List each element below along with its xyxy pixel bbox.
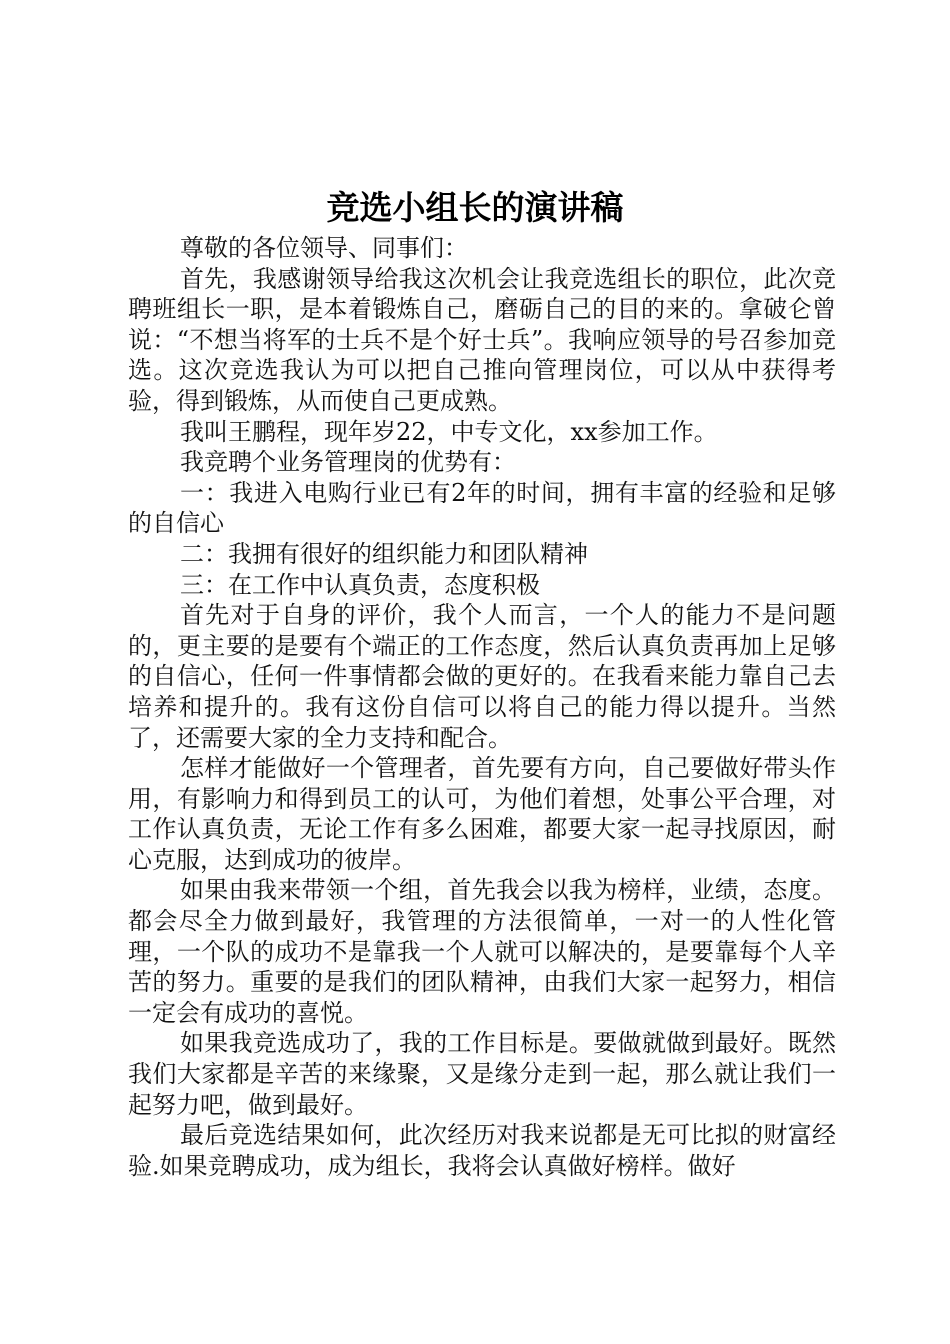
paragraph-closing: 最后竞选结果如何，此次经历对我来说都是无可比拟的财富经验.如果竞聘成功，成为组长，我将会认真做好榜样。做好 <box>128 1121 836 1180</box>
paragraph-leading-team: 如果由我来带领一个组，首先我会以我为榜样，业绩，态度。都会尽全力做到最好，我管理的方法很简单，一对一的人性化管理，一个队的成功不是靠我一个人就可以解决的，是要靠每个人辛苦的努力。重要的是我们的团队精神，由我们大家一起努力，相信一定会有成功的喜悦。 <box>128 876 836 1027</box>
paragraph-advantage-2: 二：我拥有很好的组织能力和团队精神 <box>180 539 588 568</box>
paragraph-advantage-1: 一：我进入电购行业已有2年的时间，拥有丰富的经验和足够的自信心 <box>128 478 836 538</box>
paragraph-work-goal: 如果我竞选成功了，我的工作目标是。要做就做到最好。既然我们大家都是辛苦的来缘聚，又是缘分走到一起，那么就让我们一起努力吧，做到最好。 <box>128 1029 836 1119</box>
document-body <box>128 233 836 1181</box>
paragraph-advantage-3: 三：在工作中认真负责，态度积极 <box>180 570 540 599</box>
paragraph-self-introduction: 我叫王鹏程，现年岁22，中专文化，xx参加工作。 <box>180 417 718 446</box>
paragraph-good-manager: 怎样才能做好一个管理者，首先要有方向，自己要做好带头作用，有影响力和得到员工的认可，为他们着想，处事公平合理，对工作认真负责，无论工作有多么困难，都要大家一起寻找原因，耐心克服，达到成功的彼岸。 <box>128 754 836 874</box>
paragraph-advantages-heading: 我竞聘个业务管理岗的优势有： <box>180 448 516 477</box>
paragraph-self-evaluation: 首先对于自身的评价，我个人而言，一个人的能力不是问题的，更主要的是要有个端正的工作态度，然后认真负责再加上足够的自信心，任何一件事情都会做的更好的。在我看来能力靠自己去培养和提升的。我有这份自信可以将自己的能力得以提升。当然了，还需要大家的全力支持和配合。 <box>128 601 836 752</box>
paragraph-intro: 首先，我感谢领导给我这次机会让我竞选组长的职位，此次竞聘班组长一职，是本着锻炼自己，磨砺自己的目的来的。拿破仑曾说：“不想当将军的士兵不是个好士兵”。我响应领导的号召参加竞选。这次竞选我认为可以把自己推向管理岗位，可以从中获得考验，得到锻炼，从而使自己更成熟。 <box>128 264 836 415</box>
paragraph-salutation: 尊敬的各位领导、同事们： <box>180 234 468 262</box>
document-title: 竞选小组长的演讲稿 <box>326 188 624 227</box>
